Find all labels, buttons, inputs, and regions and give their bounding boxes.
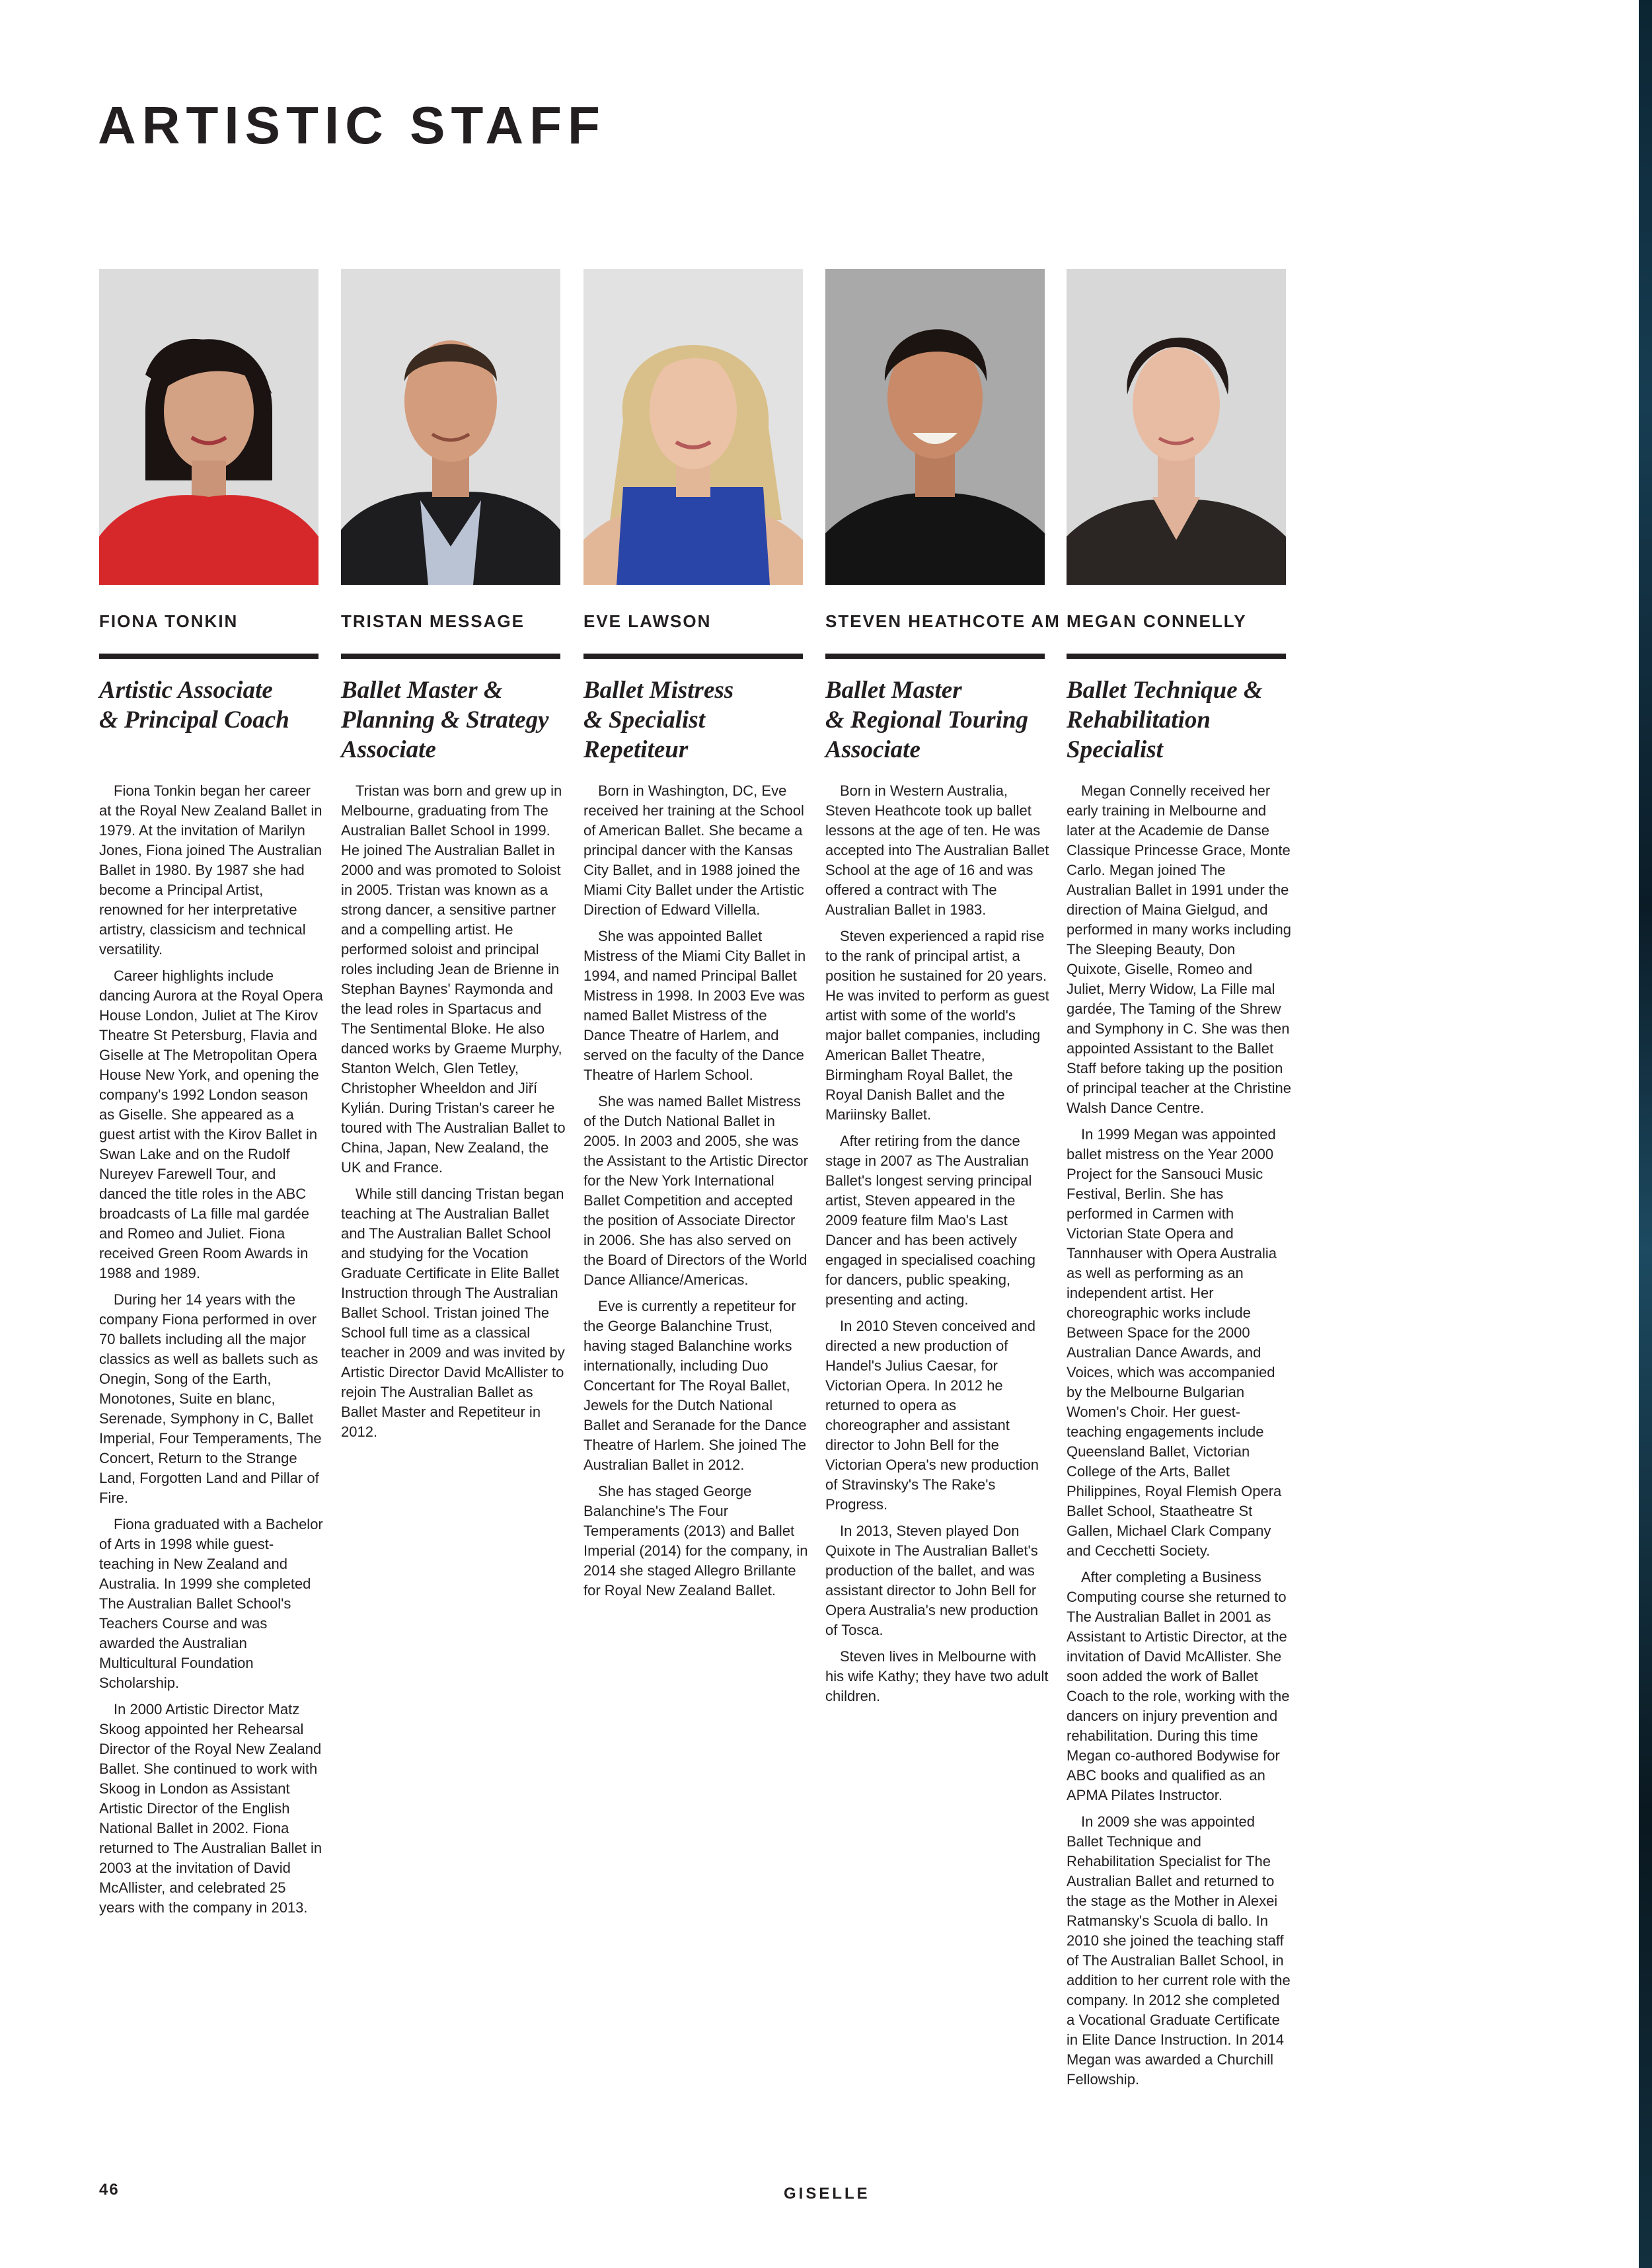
role-line: & Principal Coach <box>99 706 289 734</box>
portrait-photo <box>99 269 319 585</box>
staff-bio <box>341 781 566 1449</box>
role-line: & Regional Touring <box>825 706 1029 734</box>
bio-paragraph: Megan Connelly received her early training in Melbourne and later at the Academie de Danse Classique Princesse Grace, Monte Carlo. Megan joined The Australian Ballet in 1991 under the direction of Maina Gielgud, and performed in many works including The Sleeping Beauty, Don Quixote, Giselle, Romeo and Juliet, Merry Widow, La Fille mal gardée, The Taming of the Shrew and Symphony in C. She was then appointed Assistant to the Ballet Staff before taking up the position of principal teacher at the Christine Walsh Dance Centre. <box>1067 782 1291 1116</box>
portrait-steven-heathcote <box>825 269 1045 585</box>
bio-paragraph: While still dancing Tristan began teaching at The Australian Ballet and The Australian Ballet School and studying for the Vocation Graduate Certificate in Elite Ballet Instruction through The Australian Ballet School. Tristan joined The School full time as a classical teacher in 2009 and was invited by Artistic Director David McAllister to rejoin The Australian Ballet as Ballet Master and Repetiteur in 2012. <box>341 1186 565 1440</box>
bio-paragraph: Eve is currently a repetiteur for the George Balanchine Trust, having staged Balanchine works internationally, including Duo Concertant for The Royal Ballet, Jewels for the Dutch National Ballet and Seranade for the Dance Theatre of Harlem. She joined The Australian Ballet in 2012. <box>583 1298 807 1473</box>
staff-bio <box>1067 781 1291 2096</box>
role-line: Planning & Strategy <box>341 706 549 734</box>
role-line: Artistic Associate <box>99 677 273 704</box>
portrait-tristan-message <box>341 269 560 585</box>
role-line: Ballet Master & <box>341 677 503 704</box>
role-line: Associate <box>825 736 920 763</box>
bio-paragraph: She was named Ballet Mistress of the Dutch National Ballet in 2005. In 2003 and 2005, she was the Assistant to the Artistic Director for the New York International Ballet Competition and accepted the position of Associate Director in 2006. She has also served on the Board of Directors of the World Dance Alliance/Americas. <box>583 1093 808 1288</box>
running-footer: GISELLE <box>784 2185 870 2203</box>
staff-role <box>825 675 1050 765</box>
staff-name: STEVEN HEATHCOTE AM <box>825 611 1061 631</box>
bio-paragraph: In 1999 Megan was appointed ballet mistress on the Year 2000 Project for the Sansouci Music Festival, Berlin. She has performed in Carmen with Victorian State Opera and Tannhauser with Opera Australia as well as performing as an independent artist. Her choreographic works include Between Space for the 2000 Australian Dance Awards, and Voices, which was accompanied by the Melbourne Bulgarian Women's Choir. Her guest-teaching engagements include Queensland Ballet, Victorian College of the Arts, Ballet Philippines, Royal Flemish Opera Ballet School, Staatheatre St Gallen, Michael Clark Company and Cecchetti Society. <box>1067 1126 1282 1559</box>
portrait-photo <box>341 269 560 585</box>
role-line: Associate <box>341 736 436 763</box>
bio-paragraph: She was appointed Ballet Mistress of the Miami City Ballet in 1994, and named Principal Ballet Mistress in 1998. In 2003 Eve was named Ballet Mistress of the Dance Theatre of Harlem, and served on the faculty of the Dance Theatre of Harlem School. <box>583 928 806 1083</box>
name-divider <box>583 654 803 659</box>
role-line: Ballet Master <box>825 677 962 704</box>
staff-card-eve-lawson <box>583 269 808 1599</box>
bio-paragraph: Career highlights include dancing Aurora at the Royal Opera House London, Juliet at The Kirov Theatre St Petersburg, Flavia and Giselle at The Metropolitan Opera House New York, and opening the company's 1992 London season as Giselle. She appeared as a guest artist with the Kirov Ballet in Swan Lake and on the Rudolf Nureyev Farewell Tour, and danced the title roles in the ABC broadcasts of La fille mal gardée and Romeo and Juliet. Fiona received Green Room Awards in 1988 and 1989. <box>99 967 323 1281</box>
adjacent-page-edge <box>1639 0 1652 2268</box>
staff-card-tristan-message <box>341 269 566 1440</box>
bio-paragraph: After retiring from the dance stage in 2007 as The Australian Ballet's longest serving principal artist, Steven appeared in the 2009 feature film Mao's Last Dancer and has been actively engaged in specialised coaching for dancers, public speaking, presenting and acting. <box>825 1133 1036 1308</box>
bio-paragraph: Born in Western Australia, Steven Heathcote took up ballet lessons at the age of ten. He was accepted into The Australian Ballet School at the age of 16 and was offered a contract with The Australian Ballet in 1983. <box>825 782 1049 918</box>
bio-paragraph: In 2013, Steven played Don Quixote in The Australian Ballet's production of the ballet, and was assistant director to John Bell for Opera Australia's new production of Tosca. <box>825 1523 1039 1638</box>
staff-card-fiona-tonkin <box>99 269 323 1916</box>
role-line: Ballet Technique & <box>1067 677 1263 704</box>
role-line: Repetiteur <box>583 736 689 763</box>
bio-paragraph: Steven experienced a rapid rise to the rank of principal artist, a position he sustained for 20 years. He was invited to perform as guest artist with some of the world's major ballet companies, including American Ballet Theatre, Birmingham Royal Ballet, the Royal Danish Ballet and the Mariinsky Ballet. <box>825 928 1049 1123</box>
bio-paragraph: Tristan was born and grew up in Melbourne, graduating from The Australian Ballet School in 1999. He joined The Australian Ballet in 2000 and was promoted to Soloist in 2005. Tristan was known as a strong dancer, a sensitive partner and a compelling artist. He performed soloist and principal roles including Jean de Brienne in Stephan Baynes' Raymonda and the lead roles in Spartacus and The Sentimental Bloke. He also danced works by Graeme Murphy, Stanton Welch, Glen Tetley, Christopher Wheeldon and Jiří Kylián. During Tristan's career he toured with The Australian Ballet to China, Japan, New Zealand, the UK and France. <box>341 782 566 1176</box>
name-divider <box>1067 654 1286 659</box>
bio-paragraph: Fiona Tonkin began her career at the Royal New Zealand Ballet in 1979. At the invitation of Marilyn Jones, Fiona joined The Australian Ballet in 1980. By 1987 she had become a Principal Artist, renowned for her interpretative artistry, classicism and technical versatility. <box>99 782 322 958</box>
bio-paragraph: Born in Washington, DC, Eve received her training at the School of American Ballet. She became a principal dancer with the Kansas City Ballet, and in 1988 joined the Miami City Ballet under the Artistic Direction of Edward Villella. <box>583 782 804 918</box>
name-divider <box>825 654 1045 659</box>
bio-paragraph: In 2009 she was appointed Ballet Technique and Rehabilitation Specialist for The Australian Ballet and returned to the stage as the Mother in Alexei Ratmansky's Scuola di ballo. In 2010 she joined the teaching staff of The Australian Ballet School, in addition to her current role with the company. In 2012 she completed a Vocational Graduate Certificate in Elite Dance Instruction. In 2014 Megan was awarded a Churchill Fellowship. <box>1067 1813 1291 2088</box>
name-divider <box>341 654 560 659</box>
staff-card-megan-connelly <box>1067 269 1291 2088</box>
staff-card-steven-heathcote <box>825 269 1061 1704</box>
staff-bio <box>99 781 324 1924</box>
name-divider <box>99 654 319 659</box>
staff-name: TRISTAN MESSAGE <box>341 611 525 631</box>
staff-bio <box>825 781 1050 1713</box>
bio-paragraph: In 2000 Artistic Director Matz Skoog appointed her Rehearsal Director of the Royal New Zealand Ballet. She continued to work with Skoog in London as Assistant Artistic Director of the English National Ballet in 2002. Fiona returned to The Australian Ballet in 2003 at the invitation of David McAllister, and celebrated 25 years with the company in 2013. <box>99 1701 322 1916</box>
bio-paragraph: Fiona graduated with a Bachelor of Arts in 1998 while guest-teaching in New Zealand and Australia. In 1999 she completed The Australian Ballet School's Teachers Course and was awarded the Australian Multicultural Foundation Scholarship. <box>99 1516 323 1691</box>
role-line: & Specialist <box>583 706 705 734</box>
staff-bio <box>583 781 808 1607</box>
portrait-photo <box>583 269 803 585</box>
role-line: Specialist <box>1067 736 1163 763</box>
bio-paragraph: In 2010 Steven conceived and directed a new production of Handel's Julius Caesar, for Victorian Opera. In 2012 he returned to opera as choreographer and assistant director to John Bell for the Victorian Opera's new production of Stravinsky's The Rake's Progress. <box>825 1318 1039 1513</box>
role-line: Ballet Mistress <box>583 677 734 704</box>
page-number: 46 <box>99 2181 120 2199</box>
bio-paragraph: After completing a Business Computing course she returned to The Australian Ballet in 2001 as Assistant to Artistic Director, at the invitation of David McAllister. She soon added the work of Ballet Coach to the role, working with the dancers on injury prevention and rehabilitation. During this time Megan co-authored Bodywise for ABC books and qualified as an APMA Pilates Instructor. <box>1067 1569 1290 1803</box>
page-title: ARTISTIC STAFF <box>98 96 606 155</box>
staff-role <box>583 675 808 765</box>
staff-role <box>341 675 566 765</box>
bio-paragraph: Steven lives in Melbourne with his wife Kathy; they have two adult children. <box>825 1648 1049 1704</box>
portrait-megan-connelly <box>1067 269 1286 585</box>
staff-role <box>1067 675 1291 765</box>
portrait-eve-lawson <box>583 269 803 585</box>
portrait-fiona-tonkin <box>99 269 319 585</box>
role-line: Rehabilitation <box>1067 706 1211 734</box>
bio-paragraph: During her 14 years with the company Fiona performed in over 70 ballets including all the major classics as well as ballets such as Onegin, Song of the Earth, Monotones, Suite en blanc, Serenade, Symphony in C, Ballet Imperial, Four Temperaments, The Concert, Return to the Strange Land, Forgotten Land and Pillar of Fire. <box>99 1291 322 1506</box>
staff-name: MEGAN CONNELLY <box>1067 611 1247 631</box>
bio-paragraph: She has staged George Balanchine's The Four Temperaments (2013) and Ballet Imperial (2014) for the company, in 2014 she staged Allegro Brillante for Royal New Zealand Ballet. <box>583 1483 808 1599</box>
staff-name: EVE LAWSON <box>583 611 712 631</box>
portrait-photo <box>1067 269 1286 585</box>
staff-name: FIONA TONKIN <box>99 611 239 631</box>
portrait-photo <box>825 269 1045 585</box>
staff-role <box>99 675 324 735</box>
